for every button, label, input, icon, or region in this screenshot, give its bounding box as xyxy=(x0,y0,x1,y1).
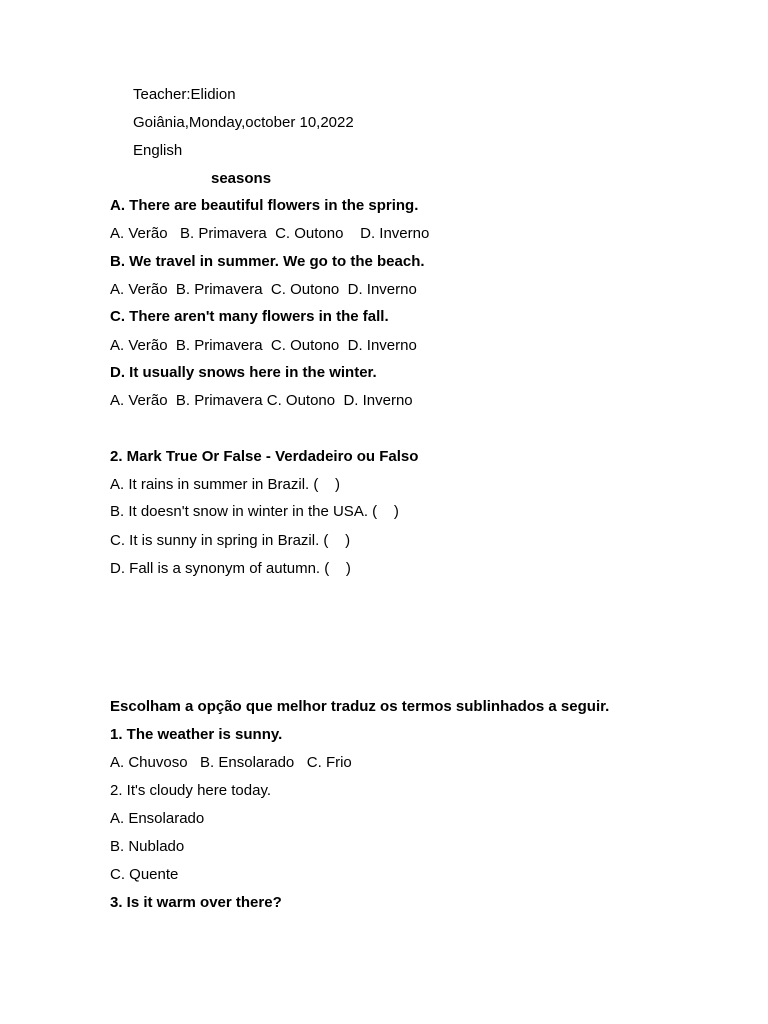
question-b-options: A. Verão B. Primavera C. Outono D. Inverno xyxy=(110,281,417,298)
question-c-prompt: C. There aren't many flowers in the fall. xyxy=(110,308,389,325)
translation-q2-prompt: 2. It's cloudy here today. xyxy=(110,782,272,799)
question-d-prompt: D. It usually snows here in the winter. xyxy=(110,364,377,381)
topic-title: seasons xyxy=(211,170,272,187)
true-false-item: D. Fall is a synonym of autumn. ( ) xyxy=(110,560,351,577)
teacher-name: Teacher:Elidion xyxy=(133,86,236,103)
question-d-options: A. Verão B. Primavera C. Outono D. Inverno xyxy=(110,392,413,409)
translation-q2-option: C. Quente xyxy=(110,866,179,883)
translation-q1-prompt: 1. The weather is sunny. xyxy=(110,726,283,743)
translation-q3-prompt: 3. Is it warm over there? xyxy=(110,894,282,911)
true-false-item: C. It is sunny in spring in Brazil. ( ) xyxy=(110,532,351,549)
subject-line: English xyxy=(133,142,183,159)
date-line: Goiânia,Monday,october 10,2022 xyxy=(133,114,354,131)
question-c-options: A. Verão B. Primavera C. Outono D. Inverno xyxy=(110,337,417,354)
translation-q2-option: B. Nublado xyxy=(110,838,185,855)
true-false-item: A. It rains in summer in Brazil. ( ) xyxy=(110,476,341,493)
question-a-options: A. Verão B. Primavera C. Outono D. Inverno xyxy=(110,225,430,242)
translation-instruction: Escolham a opção que melhor traduz os termos sublinhados a seguir. xyxy=(110,698,610,715)
true-false-title: 2. Mark True Or False - Verdadeiro ou Falso xyxy=(110,448,419,465)
true-false-item: B. It doesn't snow in winter in the USA. ( ) xyxy=(110,503,399,520)
question-a-prompt: A. There are beautiful flowers in the spring. xyxy=(110,197,419,214)
translation-q1-options: A. Chuvoso B. Ensolarado C. Frio xyxy=(110,754,352,771)
question-b-prompt: B. We travel in summer. We go to the beach. xyxy=(110,253,425,270)
translation-q2-option: A. Ensolarado xyxy=(110,810,205,827)
